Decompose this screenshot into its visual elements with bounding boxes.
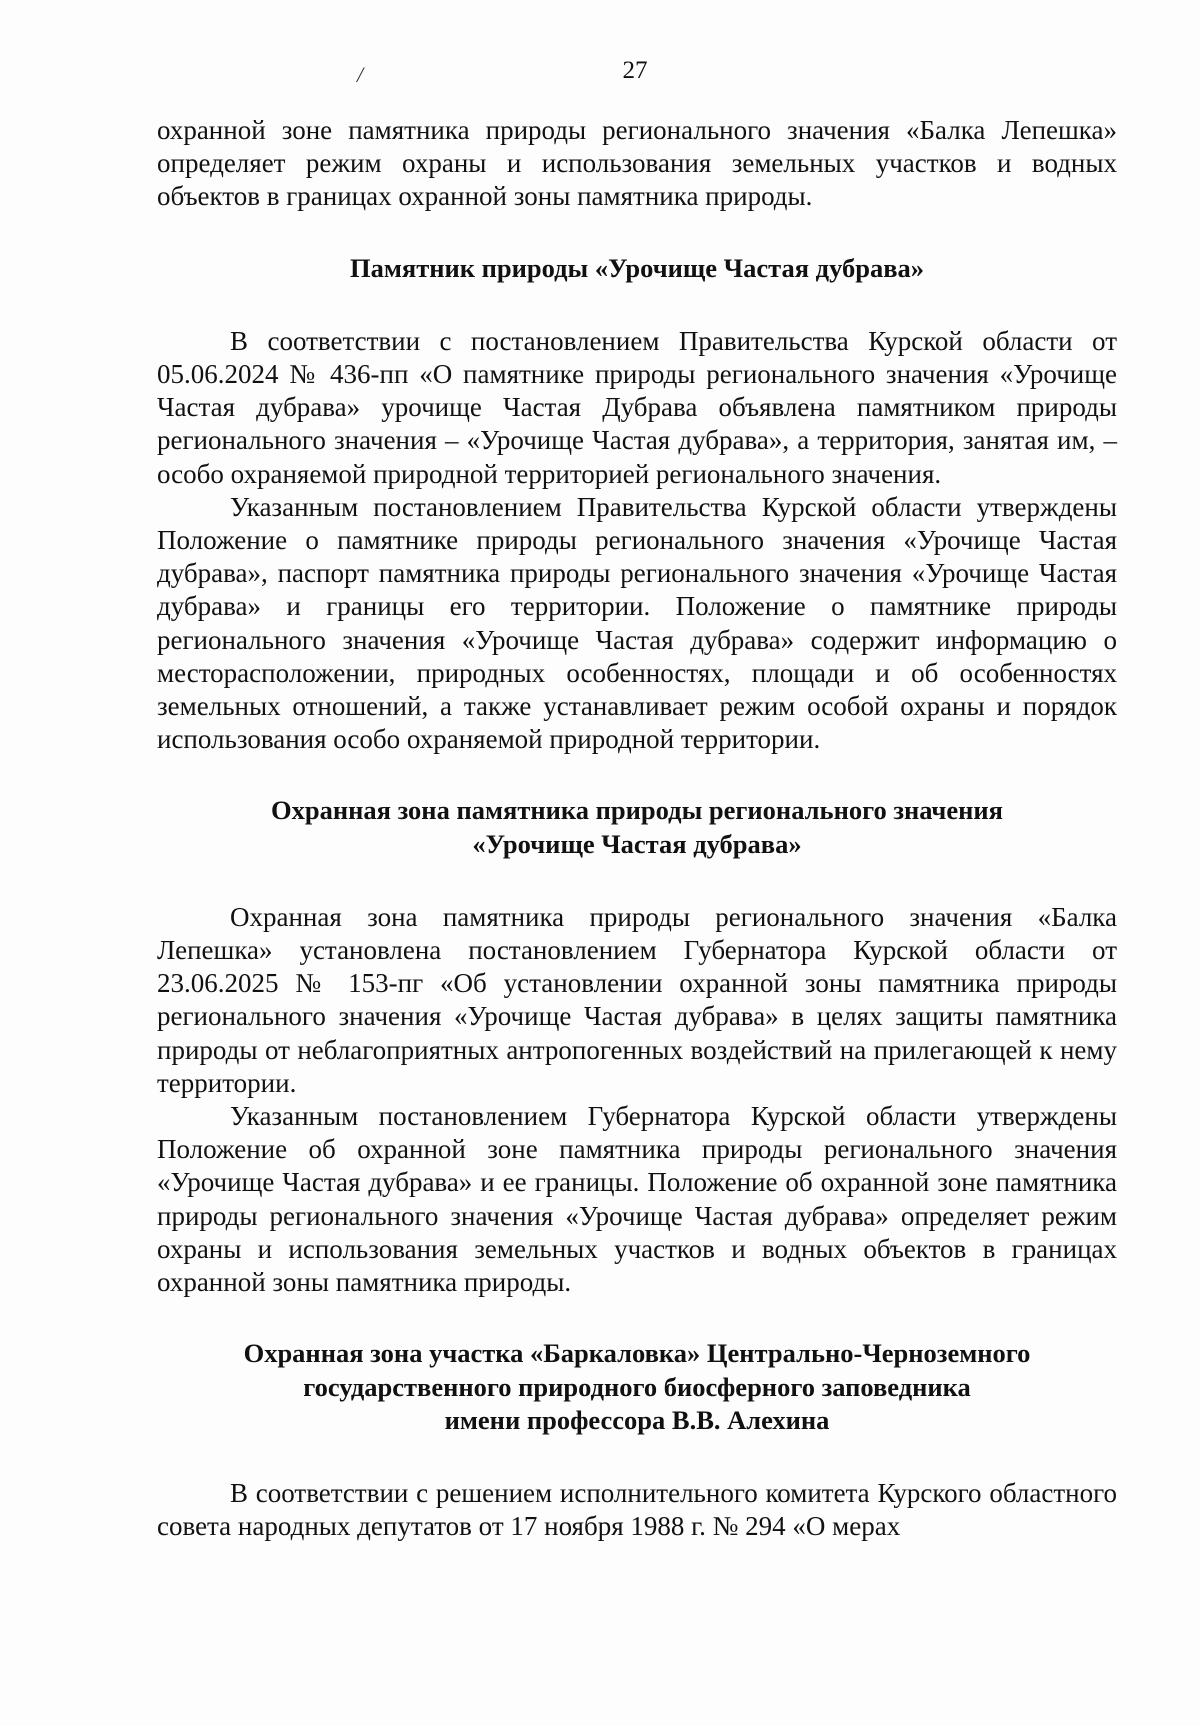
section-heading-barkalovka [157, 1337, 1117, 1437]
document-body [157, 114, 1117, 1543]
paragraph-monument-regulation: Указанным постановлением Правительства Курской области утверждены Положение о памятнике природы регионального значения «Урочище Частая дубрава», паспорт памятника природы регионального значения «Урочище Частая дубрава» и границы его территории. Положение о памятнике природы регионального значения «Урочище Частая дубрава» содержит информацию о месторасположении, природных особенностях, площади и об особенностях земельных отношений, а также устанавливает режим особой охраны и порядок использования особо охраняемой природной территории. [157, 491, 1117, 755]
heading-line: «Урочище Частая дубрава» [472, 828, 802, 859]
paragraph-barkalovka-decision: В соответствии с решением исполнительного комитета Курского областного совета народных депутатов от 17 ноября 1988 г. № 294 «О мерах [157, 1477, 1117, 1542]
intro-paragraph: охранной зоне памятника природы регионального значения «Балка Лепешка» определяет режим охраны и использования земельных участков и водных объектов в границах охранной зоны памятника природы. [157, 115, 1117, 212]
paragraph-zone-decree: Охранная зона памятника природы регионального значения «Балка Лепешка» установлена постановлением Губернатора Курской области от 23.06.2025 № 153-пг «Об установлении охранной зоны памятника природы регионального значения «Урочище Частая дубрава» в целях защиты памятника природы от неблагоприятных антропогенных воздействий на прилегающей к нему территории. [157, 901, 1117, 1098]
paragraph-monument-decree: В соответствии с постановлением Правительства Курской области от 05.06.2024 № 436-пп «О памятнике природы регионального значения «Урочище Частая дубрава» урочище Частая Дубрава объявлена памятником природы регионального значения – «Урочище Частая дубрава», а территория, занятая им, – особо охраняемой природной территорией регионального значения. [157, 325, 1117, 489]
heading-line: Охранная зона памятника природы регионального значения [270, 795, 1004, 826]
section-heading-protected-zone [157, 794, 1117, 860]
heading-line: имени профессора В.В. Алехина [444, 1404, 830, 1435]
heading-line: Охранная зона участка «Баркаловка» Центрально-Черноземного [243, 1338, 1031, 1369]
paragraph-zone-regulation: Указанным постановлением Губернатора Курской области утверждены Положение об охранной зоне памятника природы регионального значения «Урочище Частая дубрава» и ее границы. Положение об охранной зоне памятника природы регионального значения «Урочище Частая дубрава» определяет режим охраны и использования земельных участков и водных объектов в границах охранной зоны памятника природы. [157, 1101, 1117, 1298]
page-number: 27 [622, 57, 648, 84]
heading-line: государственного природного биосферного заповедника [303, 1371, 971, 1402]
section-heading-monument: Памятник природы «Урочище Частая дубрава» [349, 252, 925, 283]
stray-mark: / [357, 62, 364, 87]
